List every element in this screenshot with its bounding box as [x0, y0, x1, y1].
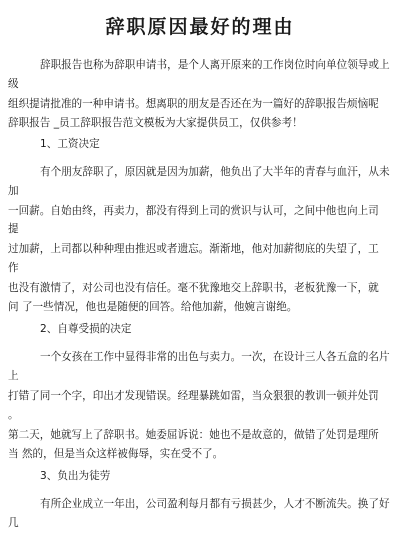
- paragraph-line: 打错了同一个字，印出才发现错误。经理暴跳如雷，当众狠狠的教训一顿并处罚: [8, 390, 379, 402]
- paragraph-line: 加: [8, 185, 19, 197]
- paragraph-line: 有个朋友辞职了，原因就是因为加薪，他负出了大半年的青春与血汗，从未: [40, 166, 390, 178]
- paragraph-line: 当 然的，但是当众这样被侮辱，实在受不了。: [8, 448, 224, 460]
- paragraph-line: 有所企业成立一年出，公司盈利每月都有亏损甚少，人才不断流失。换了好: [40, 498, 390, 510]
- paragraph-line: 辞职报告也称为辞职申请书，是个人离开原来的工作岗位时向单位领导或上: [40, 59, 390, 71]
- paragraph-line: 也没有激情了，对公司也没有信任。毫不犹豫地交上辞职书，老板犹豫一下，就: [8, 282, 379, 294]
- paragraph-line: 。: [8, 409, 19, 421]
- paragraph-line: 一个女孩在工作中显得非常的出色与卖力。一次，在设计三人各五盒的名片: [40, 351, 390, 363]
- paragraph-line: 几: [8, 517, 19, 529]
- paragraph-line: 级: [8, 78, 19, 90]
- paragraph-line: 辞职报告 _员工辞职报告范文模板为大家提供员工，仅供参考！: [8, 117, 303, 129]
- section-heading: 3、负出为徒劳: [40, 470, 111, 482]
- section-heading: 2、自尊受损的决定: [40, 323, 132, 335]
- paragraph-line: 一回薪。自始由终，再卖力，都没有得到上司的赏识与认可，之间中他也向上司: [8, 205, 379, 217]
- paragraph-line: 作: [8, 262, 19, 274]
- paragraph-line: 上: [8, 370, 19, 382]
- paragraph-line: 组织提请批准的一种申请书。想离职的朋友是否还在为一篇好的辞职报告烦恼呢: [8, 98, 379, 110]
- paragraph-line: 过加薪，上司都以种种理由推迟或者遗忘。渐渐地，他对加薪彻底的失望了，工: [8, 243, 379, 255]
- paragraph-line: 提: [8, 223, 19, 235]
- document-title: 辞职原因最好的理由: [105, 16, 295, 38]
- section-heading: 1、工资决定: [40, 138, 100, 150]
- paragraph-line: 问 了一些情况，他也是随便的回答。给他加薪，他婉言谢绝。: [8, 301, 298, 313]
- paragraph-line: 第二天，她就写上了辞职书。她委屈诉说：她也不是故意的，做错了处罚是理所: [8, 429, 379, 441]
